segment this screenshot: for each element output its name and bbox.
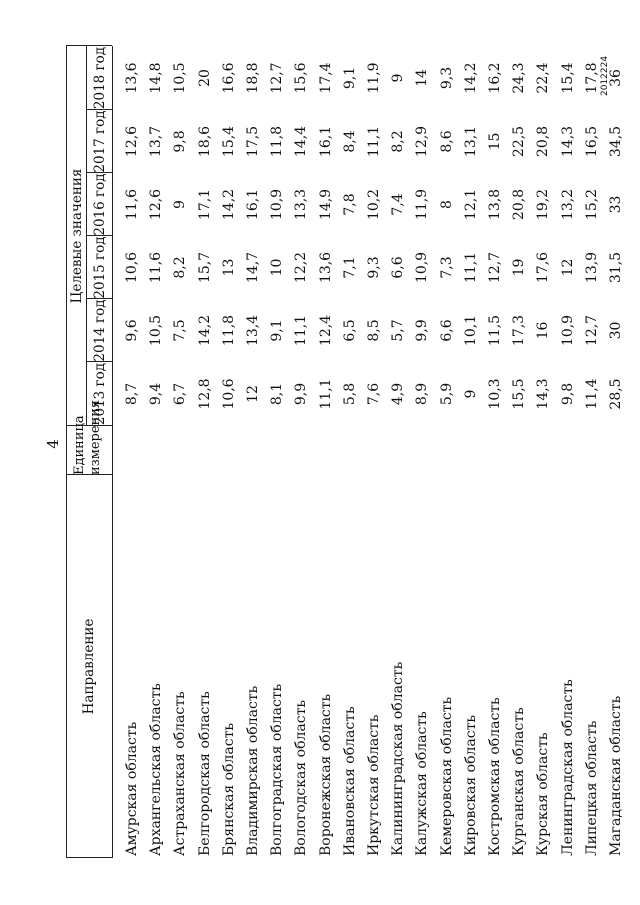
row-value-cell: 8,6 (438, 130, 455, 153)
row-value-cell: 7,1 (341, 256, 358, 279)
row-value-cell: 11,6 (124, 188, 140, 221)
row-value-cell: 12,1 (462, 188, 479, 221)
column-header-unit (72, 399, 104, 475)
row-region-name: Костромская область (487, 697, 503, 856)
row-value-cell: 10,5 (172, 62, 189, 94)
row-value-cell: 17,4 (317, 62, 334, 94)
row-value-cell: 18,8 (245, 62, 261, 94)
row-value-cell: 5,8 (341, 382, 358, 406)
row-value-cell: 7,3 (438, 256, 455, 279)
row-value-cell: 30 (608, 321, 624, 340)
row-value-cell: 16 (535, 321, 552, 340)
row-value-cell: 8,7 (124, 382, 140, 406)
row-value-cell: 14 (414, 69, 431, 87)
row-region-name: Архангельская область (148, 683, 165, 856)
column-header-direction: Направление (81, 618, 97, 715)
row-value-cell: 11,1 (317, 378, 334, 410)
row-value-cell: 9,9 (414, 319, 431, 342)
row-value-cell: 9,1 (341, 66, 358, 90)
row-value-cell: 12,6 (148, 188, 165, 221)
row-value-cell: 11,1 (293, 314, 310, 347)
row-value-cell: 20,8 (535, 125, 552, 158)
row-value-cell: 11,5 (487, 314, 503, 347)
row-value-cell: 9 (172, 200, 189, 209)
row-region-name: Владимирская область (245, 685, 261, 856)
row-value-cell: 10,3 (487, 378, 503, 410)
row-value-cell: 9,8 (172, 130, 189, 153)
row-value-cell: 7,6 (366, 382, 382, 406)
row-value-cell: 12,7 (487, 251, 503, 284)
unit-label-line1: Единица (72, 415, 87, 475)
row-value-cell: 24,3 (511, 62, 528, 94)
row-value-cell: 8,4 (341, 130, 358, 153)
row-value-cell: 20 (196, 69, 213, 87)
row-value-cell: 14,9 (317, 188, 334, 221)
row-value-cell: 13,1 (462, 125, 479, 158)
row-value-cell: 17,1 (196, 188, 213, 221)
row-value-cell: 14,7 (245, 251, 261, 284)
row-value-cell: 10,5 (148, 314, 165, 347)
row-region-name: Курская область (535, 732, 552, 856)
row-value-cell: 11,4 (583, 378, 600, 410)
row-value-cell: 11,6 (148, 251, 165, 284)
row-value-cell: 10,9 (559, 314, 576, 347)
row-value-cell: 11,9 (366, 62, 382, 94)
row-region-name: Калининградская область (390, 661, 407, 856)
table-top-border (66, 46, 67, 858)
row-region-name: Иркутская область (366, 714, 382, 856)
row-value-cell: 13,6 (124, 62, 140, 94)
row-value-cell: 9,8 (559, 382, 576, 406)
row-value-cell: 10 (269, 258, 286, 277)
row-region-name: Брянская область (220, 723, 237, 856)
row-region-name: Кемеровская область (438, 696, 455, 856)
row-value-cell: 16,6 (220, 62, 237, 94)
column-header-target-values: Целевые значения (69, 168, 85, 304)
unit-label-line2: измерения (88, 399, 103, 475)
row-value-cell: 36 (608, 69, 624, 87)
row-value-cell: 22,5 (511, 125, 528, 158)
row-value-cell: 15,7 (196, 251, 213, 284)
row-value-cell: 22,4 (535, 62, 552, 94)
row-value-cell: 33 (608, 195, 624, 214)
row-value-cell: 14,4 (293, 125, 310, 158)
row-value-cell: 10,9 (269, 188, 286, 221)
row-value-cell: 31,5 (608, 251, 624, 284)
row-value-cell: 12,7 (583, 314, 600, 347)
row-value-cell: 12,8 (196, 378, 213, 410)
row-value-cell: 13,4 (245, 314, 261, 347)
row-region-name: Калужская область (414, 711, 431, 856)
row-value-cell: 7,5 (172, 319, 189, 342)
row-value-cell: 8 (438, 200, 455, 209)
row-value-cell: 9,9 (293, 382, 310, 406)
row-value-cell: 15,6 (293, 62, 310, 94)
row-value-cell: 8,9 (414, 382, 431, 406)
document-code: 2012224 (600, 55, 610, 96)
row-value-cell: 17,8 (583, 62, 600, 94)
row-value-cell: 6,5 (341, 319, 358, 342)
row-value-cell: 13,7 (148, 125, 165, 158)
row-value-cell: 6,6 (390, 256, 407, 279)
row-value-cell: 8,5 (366, 319, 382, 342)
row-value-cell: 28,5 (608, 378, 624, 410)
row-value-cell: 13,6 (317, 251, 334, 284)
row-region-name: Магаданская область (608, 695, 624, 856)
row-value-cell: 11,9 (414, 188, 431, 221)
row-value-cell: 17,5 (245, 125, 261, 158)
column-header-2014: 2014 год (92, 299, 108, 362)
row-value-cell: 10,6 (124, 251, 140, 284)
row-value-cell: 20,8 (511, 188, 528, 221)
row-value-cell: 15,4 (220, 125, 237, 158)
row-value-cell: 8,1 (269, 382, 286, 406)
row-value-cell: 16,2 (487, 62, 503, 94)
row-value-cell: 11,8 (269, 125, 286, 158)
row-value-cell: 10,1 (462, 314, 479, 347)
row-value-cell: 14,8 (148, 62, 165, 94)
row-region-name: Вологодская область (293, 700, 310, 856)
row-value-cell: 6,6 (438, 319, 455, 342)
row-value-cell: 6,7 (172, 382, 189, 406)
column-header-2013: 2013 год (92, 362, 108, 426)
row-region-name: Амурская область (124, 721, 140, 856)
row-value-cell: 9,4 (148, 382, 165, 406)
row-region-name: Астраханская область (172, 691, 189, 856)
column-header-2016: 2016 год (92, 173, 108, 236)
row-value-cell: 12,6 (124, 125, 140, 158)
row-region-name: Волгоградская область (269, 683, 286, 856)
row-value-cell: 12,9 (414, 125, 431, 158)
row-value-cell: 5,9 (438, 382, 455, 406)
row-value-cell: 12,4 (317, 314, 334, 347)
row-value-cell: 4,9 (390, 382, 407, 406)
page-number: 4 (44, 439, 62, 449)
row-value-cell: 8,2 (172, 256, 189, 279)
row-value-cell: 12,7 (269, 62, 286, 94)
row-value-cell: 14,2 (196, 314, 213, 347)
row-value-cell: 14,2 (220, 188, 237, 221)
row-region-name: Кировская область (462, 715, 479, 856)
column-header-2015: 2015 год (92, 236, 108, 299)
row-value-cell: 15,2 (583, 188, 600, 221)
row-value-cell: 12 (559, 258, 576, 277)
row-value-cell: 34,5 (608, 125, 624, 158)
row-value-cell: 18,6 (196, 125, 213, 158)
row-value-cell: 13,3 (293, 188, 310, 221)
row-value-cell: 9,1 (269, 319, 286, 342)
row-region-name: Курганская область (511, 707, 528, 856)
row-value-cell: 13,8 (487, 188, 503, 221)
header-bottom-border (112, 46, 113, 858)
row-value-cell: 17,3 (511, 314, 528, 347)
column-header-2017: 2017 год (92, 110, 108, 173)
row-value-cell: 17,6 (535, 251, 552, 284)
row-value-cell: 16,1 (245, 188, 261, 221)
row-value-cell: 14,2 (462, 62, 479, 94)
row-value-cell: 13 (220, 258, 237, 277)
row-region-name: Ленинградская область (559, 679, 576, 856)
row-value-cell: 5,7 (390, 319, 407, 342)
row-value-cell: 11,1 (462, 251, 479, 284)
row-value-cell: 11,1 (366, 125, 382, 158)
row-region-name: Ивановская область (341, 706, 358, 856)
row-value-cell: 10,2 (366, 188, 382, 221)
row-value-cell: 10,6 (220, 378, 237, 410)
row-value-cell: 15 (487, 132, 503, 151)
row-value-cell: 14,3 (559, 125, 576, 158)
row-value-cell: 8,2 (390, 130, 407, 153)
row-value-cell: 14,3 (535, 378, 552, 410)
column-header-2018: 2018 год (92, 46, 108, 110)
row-value-cell: 9 (390, 73, 407, 83)
row-value-cell: 15,5 (511, 378, 528, 410)
row-value-cell: 19 (511, 258, 528, 277)
row-value-cell: 12,2 (293, 251, 310, 284)
row-value-cell: 13,9 (583, 251, 600, 284)
row-region-name: Воронежская область (317, 693, 334, 856)
rotated-page (40, 38, 624, 858)
row-value-cell: 9,3 (366, 256, 382, 279)
row-value-cell: 16,5 (583, 125, 600, 158)
row-value-cell: 13,2 (559, 188, 576, 221)
row-value-cell: 15,4 (559, 62, 576, 94)
row-region-name: Липецкая область (583, 720, 600, 856)
row-value-cell: 19,2 (535, 188, 552, 221)
row-value-cell: 9,3 (438, 66, 455, 90)
row-value-cell: 10,9 (414, 251, 431, 284)
row-value-cell: 16,1 (317, 125, 334, 158)
row-value-cell: 7,4 (390, 193, 407, 216)
target-header-divider (86, 46, 87, 426)
row-value-cell: 12 (245, 385, 261, 403)
row-value-cell: 9 (462, 389, 479, 399)
row-region-name: Белгородская область (196, 691, 213, 856)
row-value-cell: 7,8 (341, 193, 358, 216)
row-value-cell: 11,8 (220, 314, 237, 347)
row-value-cell: 9,6 (124, 319, 140, 342)
